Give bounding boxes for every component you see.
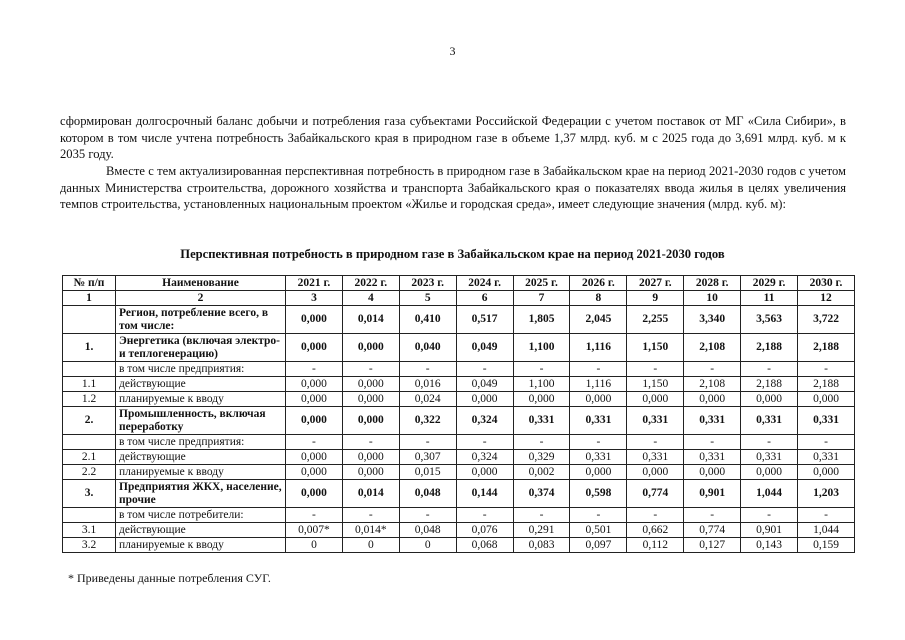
page-number: 3 <box>449 44 456 58</box>
value-cell: 0,002 <box>513 465 570 480</box>
value-cell: - <box>342 362 399 377</box>
index-cell: 12 <box>798 291 855 306</box>
row-number-cell: 2.2 <box>63 465 116 480</box>
index-cell: 7 <box>513 291 570 306</box>
value-cell: 0,000 <box>684 465 741 480</box>
value-cell: 1,203 <box>798 480 855 508</box>
row-number-cell <box>63 362 116 377</box>
header-cell: 2023 г. <box>399 276 456 291</box>
value-cell: 0 <box>342 538 399 553</box>
value-cell: 3,563 <box>741 306 798 334</box>
value-cell: 0,000 <box>798 465 855 480</box>
value-cell: - <box>570 508 627 523</box>
header-cell: 2025 г. <box>513 276 570 291</box>
value-cell: 2,188 <box>741 377 798 392</box>
value-cell: - <box>399 362 456 377</box>
value-cell: 0,000 <box>456 392 513 407</box>
value-cell: - <box>684 362 741 377</box>
index-cell: 10 <box>684 291 741 306</box>
row-name-cell: действующие <box>116 377 286 392</box>
value-cell: - <box>627 362 684 377</box>
table-row <box>63 362 855 377</box>
row-name-cell: Регион, потребление всего, в том числе: <box>116 306 286 334</box>
value-cell: 0,774 <box>627 480 684 508</box>
value-cell: 0,901 <box>741 523 798 538</box>
value-cell: 1,150 <box>627 377 684 392</box>
value-cell: 0,000 <box>286 450 343 465</box>
value-cell: - <box>286 508 343 523</box>
value-cell: 2,108 <box>684 334 741 362</box>
header-cell: 2028 г. <box>684 276 741 291</box>
value-cell: 0,076 <box>456 523 513 538</box>
value-cell: 0,000 <box>342 334 399 362</box>
value-cell: 0,000 <box>286 306 343 334</box>
value-cell: 0,048 <box>399 480 456 508</box>
value-cell: 0,000 <box>570 392 627 407</box>
value-cell: - <box>286 435 343 450</box>
value-cell: - <box>342 435 399 450</box>
index-cell: 6 <box>456 291 513 306</box>
value-cell: 1,100 <box>513 377 570 392</box>
value-cell: - <box>456 435 513 450</box>
value-cell: - <box>456 508 513 523</box>
value-cell: 2,188 <box>798 334 855 362</box>
value-cell: 0,000 <box>741 392 798 407</box>
value-cell: 0,000 <box>286 465 343 480</box>
row-number-cell <box>63 435 116 450</box>
row-name-cell: Промышленность, включая переработку <box>116 407 286 435</box>
value-cell: - <box>798 508 855 523</box>
value-cell: 0,127 <box>684 538 741 553</box>
row-number-cell: 3. <box>63 480 116 508</box>
value-cell: - <box>741 508 798 523</box>
value-cell: - <box>741 435 798 450</box>
header-cell: 2029 г. <box>741 276 798 291</box>
column-index-row <box>63 291 855 306</box>
value-cell: 0,901 <box>684 480 741 508</box>
value-cell: 0 <box>286 538 343 553</box>
value-cell: 0,000 <box>286 392 343 407</box>
paragraph-2: Вместе с тем актуализированная перспективная потребность в природном газе в Забайкальском крае на период 2021-2030 годов с учетом данных Министерства строительства, дорожного хозяйства и транспорта Забайкальского края о показателях ввода жилья в целях увеличения темпов строительства, установленных национальным проектом «Жилье и городская среда», имеет следующие значения (млрд. куб. м): <box>60 164 846 211</box>
value-cell: 0,331 <box>513 407 570 435</box>
row-name-cell: в том числе потребители: <box>116 508 286 523</box>
value-cell: - <box>399 435 456 450</box>
value-cell: - <box>570 435 627 450</box>
value-cell: 0,112 <box>627 538 684 553</box>
index-cell: 2 <box>116 291 286 306</box>
value-cell: - <box>798 362 855 377</box>
value-cell: 0,049 <box>456 334 513 362</box>
header-cell: 2026 г. <box>570 276 627 291</box>
value-cell: 1,805 <box>513 306 570 334</box>
value-cell: 0,324 <box>456 450 513 465</box>
value-cell: 0,040 <box>399 334 456 362</box>
index-cell: 8 <box>570 291 627 306</box>
value-cell: 0,307 <box>399 450 456 465</box>
value-cell: 0 <box>399 538 456 553</box>
table-row <box>63 538 855 553</box>
value-cell: - <box>798 435 855 450</box>
header-cell: 2022 г. <box>342 276 399 291</box>
value-cell: 0,159 <box>798 538 855 553</box>
value-cell: 0,331 <box>798 450 855 465</box>
paragraph-1: сформирован долгосрочный баланс добычи и потребления газа субъектами Российской Федерации с учетом поставок от МГ «Сила Сибири», в котором в том числе учтена потребность Забайкальского края в природном газе в объеме 1,37 млрд. куб. м с 2025 года до 3,691 млрд. куб. м к 2035 году. <box>60 114 846 161</box>
value-cell: 0,000 <box>627 392 684 407</box>
value-cell: - <box>684 435 741 450</box>
value-cell: - <box>684 508 741 523</box>
value-cell: 1,044 <box>798 523 855 538</box>
value-cell: 0,331 <box>684 407 741 435</box>
index-cell: 11 <box>741 291 798 306</box>
value-cell: 0,000 <box>513 392 570 407</box>
value-cell: 2,045 <box>570 306 627 334</box>
index-cell: 1 <box>63 291 116 306</box>
value-cell: 0,331 <box>798 407 855 435</box>
value-cell: - <box>741 362 798 377</box>
gas-demand-table <box>62 275 855 553</box>
table-row <box>63 392 855 407</box>
value-cell: - <box>286 362 343 377</box>
row-name-cell: в том числе предприятия: <box>116 435 286 450</box>
value-cell: 0,329 <box>513 450 570 465</box>
value-cell: 0,000 <box>627 465 684 480</box>
value-cell: 0,331 <box>741 450 798 465</box>
row-name-cell: планируемые к вводу <box>116 392 286 407</box>
value-cell: 2,255 <box>627 306 684 334</box>
row-name-cell: действующие <box>116 523 286 538</box>
value-cell: 2,188 <box>798 377 855 392</box>
row-number-cell: 2. <box>63 407 116 435</box>
value-cell: - <box>627 508 684 523</box>
index-cell: 5 <box>399 291 456 306</box>
value-cell: - <box>570 362 627 377</box>
value-cell: 0,000 <box>342 407 399 435</box>
table-title: Перспективная потребность в природном газе в Забайкальском крае на период 2021-2030 годов <box>180 247 725 261</box>
header-cell: 2030 г. <box>798 276 855 291</box>
table-row <box>63 508 855 523</box>
value-cell: 0,000 <box>342 465 399 480</box>
value-cell: 0,000 <box>456 465 513 480</box>
value-cell: 0,016 <box>399 377 456 392</box>
table-row <box>63 435 855 450</box>
table-row <box>63 407 855 435</box>
row-number-cell: 3.2 <box>63 538 116 553</box>
value-cell: 0,000 <box>286 377 343 392</box>
value-cell: 0,662 <box>627 523 684 538</box>
value-cell: 0,410 <box>399 306 456 334</box>
value-cell: - <box>456 362 513 377</box>
header-cell: Наименование <box>116 276 286 291</box>
table-row <box>63 334 855 362</box>
value-cell: 0,517 <box>456 306 513 334</box>
row-name-cell: Энергетика (включая электро- и теплогенерацию) <box>116 334 286 362</box>
value-cell: 0,322 <box>399 407 456 435</box>
row-number-cell: 1. <box>63 334 116 362</box>
value-cell: 0,501 <box>570 523 627 538</box>
value-cell: 0,024 <box>399 392 456 407</box>
value-cell: 3,722 <box>798 306 855 334</box>
row-name-cell: планируемые к вводу <box>116 465 286 480</box>
index-cell: 9 <box>627 291 684 306</box>
value-cell: 1,044 <box>741 480 798 508</box>
value-cell: 0,014 <box>342 306 399 334</box>
header-cell: 2021 г. <box>286 276 343 291</box>
value-cell: 0,331 <box>627 407 684 435</box>
value-cell: 0,014* <box>342 523 399 538</box>
row-name-cell: планируемые к вводу <box>116 538 286 553</box>
value-cell: 0,000 <box>741 465 798 480</box>
header-cell: 2024 г. <box>456 276 513 291</box>
value-cell: 0,000 <box>798 392 855 407</box>
value-cell: 3,340 <box>684 306 741 334</box>
value-cell: 0,291 <box>513 523 570 538</box>
value-cell: 0,048 <box>399 523 456 538</box>
value-cell: 0,000 <box>342 392 399 407</box>
value-cell: 0,774 <box>684 523 741 538</box>
value-cell: 0,331 <box>627 450 684 465</box>
value-cell: 0,331 <box>741 407 798 435</box>
row-number-cell: 1.2 <box>63 392 116 407</box>
value-cell: - <box>399 508 456 523</box>
value-cell: 0,374 <box>513 480 570 508</box>
value-cell: 0,015 <box>399 465 456 480</box>
value-cell: 0,000 <box>286 407 343 435</box>
value-cell: - <box>513 435 570 450</box>
table-body <box>63 306 855 553</box>
value-cell: 0,000 <box>684 392 741 407</box>
value-cell: 0,068 <box>456 538 513 553</box>
row-name-cell: Предприятия ЖКХ, население, прочие <box>116 480 286 508</box>
value-cell: 0,000 <box>342 450 399 465</box>
table-row <box>63 480 855 508</box>
row-number-cell <box>63 306 116 334</box>
value-cell: 1,116 <box>570 334 627 362</box>
table-row <box>63 306 855 334</box>
value-cell: 0,049 <box>456 377 513 392</box>
table-row <box>63 523 855 538</box>
value-cell: 1,116 <box>570 377 627 392</box>
footnote: * Приведены данные потребления СУГ. <box>68 571 271 585</box>
value-cell: 2,188 <box>741 334 798 362</box>
index-cell: 3 <box>286 291 343 306</box>
table-row <box>63 465 855 480</box>
row-name-cell: действующие <box>116 450 286 465</box>
table-header-row <box>63 276 855 291</box>
table-row <box>63 450 855 465</box>
value-cell: 0,097 <box>570 538 627 553</box>
value-cell: - <box>513 362 570 377</box>
value-cell: 0,083 <box>513 538 570 553</box>
value-cell: 0,143 <box>741 538 798 553</box>
value-cell: - <box>513 508 570 523</box>
value-cell: 0,324 <box>456 407 513 435</box>
value-cell: 0,000 <box>286 480 343 508</box>
row-name-cell: в том числе предприятия: <box>116 362 286 377</box>
value-cell: - <box>342 508 399 523</box>
index-cell: 4 <box>342 291 399 306</box>
header-cell: № п/п <box>63 276 116 291</box>
value-cell: 0,000 <box>342 377 399 392</box>
value-cell: 0,000 <box>286 334 343 362</box>
row-number-cell: 3.1 <box>63 523 116 538</box>
row-number-cell: 1.1 <box>63 377 116 392</box>
value-cell: 1,100 <box>513 334 570 362</box>
value-cell: 0,007* <box>286 523 343 538</box>
value-cell: 0,144 <box>456 480 513 508</box>
value-cell: 0,000 <box>570 465 627 480</box>
value-cell: 2,108 <box>684 377 741 392</box>
header-cell: 2027 г. <box>627 276 684 291</box>
value-cell: 0,014 <box>342 480 399 508</box>
table-row <box>63 377 855 392</box>
row-number-cell: 2.1 <box>63 450 116 465</box>
value-cell: 0,598 <box>570 480 627 508</box>
row-number-cell <box>63 508 116 523</box>
value-cell: 0,331 <box>570 407 627 435</box>
value-cell: 1,150 <box>627 334 684 362</box>
value-cell: 0,331 <box>570 450 627 465</box>
value-cell: - <box>627 435 684 450</box>
value-cell: 0,331 <box>684 450 741 465</box>
